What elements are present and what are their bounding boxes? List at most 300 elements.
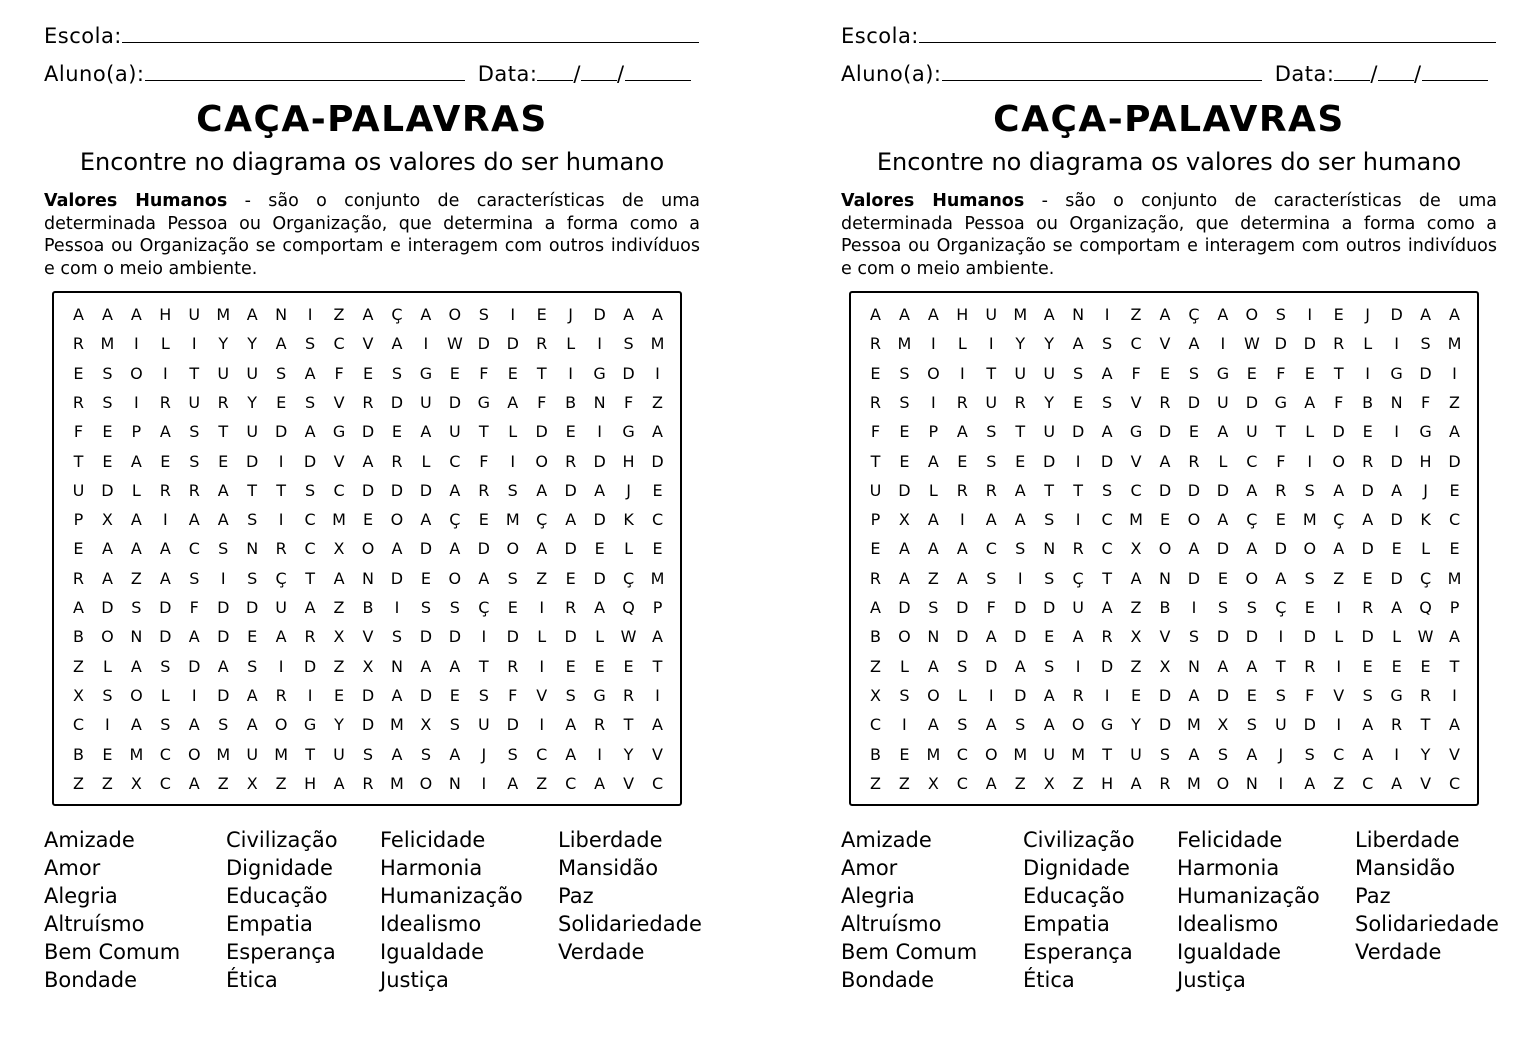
grid-letter[interactable]: Z	[1333, 568, 1345, 588]
grid-letter[interactable]: D	[1100, 656, 1114, 676]
grid-letter[interactable]: A	[594, 480, 606, 500]
grid-letter[interactable]: E	[1015, 451, 1026, 471]
grid-letter[interactable]: C	[1130, 480, 1142, 500]
grid-letter[interactable]: F	[1305, 685, 1315, 705]
grid-letter[interactable]: M	[332, 510, 346, 530]
grid-letter[interactable]: A	[391, 334, 403, 354]
grid-letter[interactable]: P	[870, 510, 881, 530]
grid-letter[interactable]: G	[593, 363, 606, 383]
grid-letter[interactable]: E	[565, 568, 576, 588]
grid-letter[interactable]: A	[869, 305, 881, 325]
grid-letter[interactable]: I	[191, 334, 197, 354]
grid-letter[interactable]: A	[1362, 715, 1374, 735]
grid-letter[interactable]: A	[420, 510, 432, 530]
grid-letter[interactable]: O	[130, 363, 143, 383]
grid-letter[interactable]: E	[623, 656, 634, 676]
grid-letter[interactable]: C	[188, 539, 200, 559]
grid-letter[interactable]: V	[536, 685, 548, 705]
grid-letter[interactable]: O	[187, 744, 201, 764]
grid-letter[interactable]: D	[159, 598, 172, 618]
grid-letter[interactable]: S	[565, 685, 576, 705]
grid-letter[interactable]: R	[536, 334, 548, 354]
grid-letter[interactable]: D	[1216, 480, 1230, 500]
grid-letter[interactable]: S	[1044, 656, 1055, 676]
grid-letter[interactable]: R	[304, 627, 316, 647]
grid-letter[interactable]: D	[101, 598, 114, 618]
grid-letter[interactable]: A	[101, 539, 113, 559]
grid-letter[interactable]: Y	[1420, 744, 1431, 764]
grid-letter[interactable]: B	[1159, 598, 1171, 618]
grid-letter[interactable]: D	[1303, 715, 1316, 735]
grid-letter[interactable]: X	[72, 685, 84, 705]
grid-letter[interactable]: I	[597, 422, 602, 442]
grid-letter[interactable]: T	[247, 480, 258, 500]
grid-letter[interactable]: S	[1420, 334, 1431, 354]
grid-letter[interactable]: T	[1420, 715, 1431, 735]
grid-letter[interactable]: D	[1390, 568, 1403, 588]
grid-letter[interactable]: A	[1014, 510, 1026, 530]
grid-letter[interactable]: L	[957, 334, 967, 354]
grid-letter[interactable]: T	[1073, 480, 1084, 500]
grid-letter[interactable]: A	[1217, 510, 1229, 530]
grid-letter[interactable]: I	[394, 598, 400, 618]
grid-letter[interactable]: A	[391, 744, 403, 764]
grid-letter[interactable]: A	[1159, 451, 1171, 471]
grid-letter[interactable]: S	[1044, 568, 1055, 588]
grid-letter[interactable]: D	[506, 334, 519, 354]
grid-letter[interactable]: T	[1275, 656, 1286, 676]
grid-letter[interactable]: A	[304, 422, 316, 442]
grid-letter[interactable]: U	[985, 305, 998, 325]
grid-letter[interactable]: I	[1336, 715, 1342, 735]
grid-letter[interactable]: U	[1072, 598, 1084, 618]
grid-letter[interactable]: I	[1104, 685, 1110, 705]
grid-letter[interactable]: R	[1304, 656, 1316, 676]
grid-letter[interactable]: I	[931, 393, 936, 413]
escola-line[interactable]	[122, 22, 699, 43]
grid-letter[interactable]: Z	[1072, 773, 1084, 793]
grid-letter[interactable]: A	[420, 422, 432, 442]
grid-letter[interactable]: W	[446, 334, 463, 354]
grid-letter[interactable]: S	[957, 715, 968, 735]
grid-letter[interactable]: D	[1158, 422, 1172, 442]
grid-letter[interactable]: B	[565, 393, 577, 413]
grid-letter[interactable]: A	[927, 715, 939, 735]
grid-letter[interactable]: Z	[333, 656, 345, 676]
grid-letter[interactable]: A	[1391, 480, 1403, 500]
grid-letter[interactable]: O	[1303, 539, 1317, 559]
grid-letter[interactable]: U	[1274, 715, 1287, 735]
grid-letter[interactable]: U	[246, 422, 259, 442]
grid-letter[interactable]: A	[565, 744, 577, 764]
grid-letter[interactable]: D	[303, 656, 317, 676]
grid-letter[interactable]: A	[391, 539, 403, 559]
grid-letter[interactable]: N	[1043, 539, 1056, 559]
grid-letter[interactable]: F	[623, 393, 634, 413]
grid-letter[interactable]: E	[1362, 422, 1373, 442]
grid-letter[interactable]: S	[247, 656, 258, 676]
grid-letter[interactable]: D	[1332, 422, 1345, 442]
grid-letter[interactable]: J	[568, 305, 574, 325]
grid-letter[interactable]: O	[927, 363, 940, 383]
grid-letter[interactable]: W	[1417, 627, 1434, 647]
grid-letter[interactable]: L	[957, 685, 967, 705]
grid-letter[interactable]: O	[448, 305, 462, 325]
grid-letter[interactable]: O	[1332, 451, 1345, 471]
grid-letter[interactable]: S	[276, 363, 287, 383]
grid-letter[interactable]: D	[1014, 598, 1027, 618]
grid-letter[interactable]: I	[278, 451, 284, 471]
grid-letter[interactable]: X	[1130, 627, 1142, 647]
grid-letter[interactable]: M	[1447, 334, 1462, 354]
grid-letter[interactable]: M	[1013, 744, 1028, 764]
grid-letter[interactable]: M	[897, 334, 912, 354]
month-line[interactable]	[581, 60, 617, 81]
grid-letter[interactable]: D	[419, 480, 433, 500]
grid-letter[interactable]: E	[420, 568, 431, 588]
grid-letter[interactable]: I	[134, 393, 139, 413]
grid-letter[interactable]: D	[593, 305, 606, 325]
grid-letter[interactable]: D	[217, 685, 230, 705]
grid-letter[interactable]: I	[902, 715, 907, 735]
grid-letter[interactable]: Z	[1130, 305, 1142, 325]
grid-letter[interactable]: I	[1394, 422, 1399, 442]
grid-letter[interactable]: A	[275, 334, 287, 354]
grid-letter[interactable]: R	[1159, 773, 1171, 793]
grid-letter[interactable]: A	[1246, 744, 1258, 764]
grid-letter[interactable]: S	[899, 393, 910, 413]
grid-letter[interactable]: M	[216, 305, 231, 325]
grid-letter[interactable]: R	[1188, 451, 1200, 471]
grid-letter[interactable]: I	[510, 305, 516, 325]
grid-letter[interactable]: L	[102, 656, 112, 676]
grid-letter[interactable]: R	[869, 568, 882, 588]
grid-letter[interactable]: D	[1158, 685, 1172, 705]
grid-letter[interactable]: R	[1333, 334, 1345, 354]
grid-letter[interactable]: S	[189, 422, 200, 442]
grid-letter[interactable]: M	[390, 773, 404, 793]
grid-letter[interactable]: D	[246, 451, 259, 471]
grid-letter[interactable]: Y	[247, 393, 258, 413]
grid-letter[interactable]: S	[449, 715, 460, 735]
grid-letter[interactable]: D	[1158, 480, 1172, 500]
grid-letter[interactable]: I	[1452, 363, 1457, 383]
grid-letter[interactable]: N	[1245, 773, 1258, 793]
grid-letter[interactable]: M	[650, 334, 665, 354]
grid-letter[interactable]: O	[506, 539, 520, 559]
grid-letter[interactable]: S	[391, 627, 403, 647]
grid-letter[interactable]: R	[159, 480, 171, 500]
grid-letter[interactable]: A	[130, 510, 142, 530]
grid-letter[interactable]: E	[594, 656, 605, 676]
grid-letter[interactable]: D	[477, 539, 490, 559]
grid-letter[interactable]: T	[478, 422, 489, 442]
grid-letter[interactable]: E	[1391, 656, 1402, 676]
grid-letter[interactable]: Z	[1014, 773, 1026, 793]
grid-letter[interactable]: V	[1333, 685, 1345, 705]
grid-letter[interactable]: D	[477, 334, 490, 354]
grid-letter[interactable]: Z	[217, 773, 229, 793]
grid-letter[interactable]: O	[390, 510, 404, 530]
grid-letter[interactable]: M	[274, 744, 289, 764]
grid-letter[interactable]: I	[597, 744, 602, 764]
grid-letter[interactable]: A	[246, 715, 258, 735]
grid-letter[interactable]: E	[1333, 305, 1344, 325]
grid-letter[interactable]: R	[362, 393, 374, 413]
grid-letter[interactable]: R	[1391, 715, 1403, 735]
grid-letter[interactable]: A	[1101, 598, 1113, 618]
grid-letter[interactable]: R	[594, 715, 606, 735]
grid-letter[interactable]: V	[1130, 393, 1142, 413]
grid-letter[interactable]: A	[927, 451, 939, 471]
grid-letter[interactable]: D	[898, 598, 911, 618]
grid-letter[interactable]: X	[333, 627, 345, 647]
grid-letter[interactable]: D	[361, 480, 375, 500]
grid-letter[interactable]: A	[188, 510, 200, 530]
grid-letter[interactable]: D	[448, 393, 462, 413]
grid-letter[interactable]: A	[1101, 363, 1113, 383]
grid-letter[interactable]: E	[1449, 539, 1460, 559]
grid-letter[interactable]: X	[130, 773, 142, 793]
grid-letter[interactable]: D	[390, 568, 404, 588]
grid-letter[interactable]: X	[1217, 715, 1229, 735]
grid-letter[interactable]: D	[1014, 627, 1027, 647]
grid-letter[interactable]: L	[566, 334, 576, 354]
grid-letter[interactable]: C	[72, 715, 85, 735]
grid-letter[interactable]: R	[623, 685, 635, 705]
grid-letter[interactable]: N	[362, 568, 374, 588]
grid-letter[interactable]: Y	[1044, 393, 1055, 413]
grid-letter[interactable]: E	[1217, 568, 1228, 588]
grid-letter[interactable]: N	[593, 393, 606, 413]
aluno-line[interactable]	[942, 60, 1262, 81]
grid-letter[interactable]: G	[1390, 363, 1403, 383]
grid-letter[interactable]: D	[1187, 480, 1201, 500]
grid-letter[interactable]: D	[159, 627, 172, 647]
grid-letter[interactable]: A	[1362, 510, 1374, 530]
grid-letter[interactable]: C	[159, 744, 171, 764]
grid-letter[interactable]: A	[130, 715, 142, 735]
grid-letter[interactable]: O	[898, 627, 911, 647]
grid-letter[interactable]: P	[131, 422, 142, 442]
grid-letter[interactable]: A	[652, 422, 663, 442]
grid-letter[interactable]: O	[448, 568, 462, 588]
grid-letter[interactable]: B	[869, 627, 881, 647]
grid-letter[interactable]: D	[564, 539, 577, 559]
grid-letter[interactable]: E	[276, 393, 287, 413]
grid-letter[interactable]: A	[130, 656, 142, 676]
grid-letter[interactable]: D	[1274, 539, 1287, 559]
grid-letter[interactable]: Z	[898, 773, 910, 793]
grid-letter[interactable]: E	[449, 363, 460, 383]
grid-letter[interactable]: R	[565, 598, 577, 618]
grid-letter[interactable]: S	[420, 744, 431, 764]
grid-letter[interactable]: L	[928, 480, 938, 500]
grid-letter[interactable]: S	[957, 656, 968, 676]
grid-letter[interactable]: O	[1071, 715, 1085, 735]
grid-letter[interactable]: I	[307, 305, 313, 325]
grid-letter[interactable]: X	[927, 773, 939, 793]
grid-letter[interactable]: R	[1159, 393, 1171, 413]
grid-letter[interactable]: M	[1187, 715, 1201, 735]
grid-letter[interactable]: A	[1014, 656, 1026, 676]
grid-letter[interactable]: I	[1307, 451, 1313, 471]
grid-letter[interactable]: I	[1452, 685, 1457, 705]
grid-letter[interactable]: V	[362, 627, 374, 647]
grid-letter[interactable]: E	[362, 510, 374, 530]
grid-letter[interactable]: F	[1276, 363, 1286, 383]
grid-letter[interactable]: Z	[536, 773, 548, 793]
grid-letter[interactable]: A	[1420, 305, 1432, 325]
grid-letter[interactable]: A	[391, 685, 403, 705]
grid-letter[interactable]: A	[1101, 422, 1113, 442]
grid-letter[interactable]: I	[539, 715, 545, 735]
grid-letter[interactable]: A	[333, 568, 345, 588]
grid-letter[interactable]: A	[1391, 773, 1403, 793]
grid-letter[interactable]: S	[102, 363, 113, 383]
grid-letter[interactable]: A	[898, 568, 910, 588]
grid-letter[interactable]: D	[1390, 510, 1403, 530]
grid-letter[interactable]: R	[1014, 393, 1026, 413]
grid-letter[interactable]: C	[1448, 510, 1461, 530]
grid-letter[interactable]: H	[622, 451, 635, 471]
grid-letter[interactable]: C	[651, 510, 664, 530]
grid-letter[interactable]: T	[986, 363, 997, 383]
grid-letter[interactable]: U	[1043, 422, 1056, 442]
grid-letter[interactable]: V	[1449, 744, 1460, 764]
grid-letter[interactable]: A	[565, 715, 577, 735]
grid-letter[interactable]: S	[305, 480, 316, 500]
grid-letter[interactable]: I	[1017, 568, 1023, 588]
grid-letter[interactable]: C	[449, 451, 461, 471]
grid-letter[interactable]: F	[870, 422, 881, 442]
grid-letter[interactable]: A	[159, 568, 171, 588]
grid-letter[interactable]: I	[539, 656, 545, 676]
grid-letter[interactable]: B	[869, 744, 881, 764]
grid-letter[interactable]: N	[275, 305, 288, 325]
grid-letter[interactable]: D	[1187, 393, 1201, 413]
grid-letter[interactable]: E	[594, 539, 605, 559]
grid-letter[interactable]: A	[652, 627, 663, 647]
grid-letter[interactable]: C	[1101, 510, 1113, 530]
grid-letter[interactable]: L	[624, 539, 634, 559]
grid-letter[interactable]: G	[1216, 363, 1230, 383]
grid-letter[interactable]: A	[1043, 715, 1055, 735]
grid-letter[interactable]: E	[536, 305, 547, 325]
grid-letter[interactable]: R	[1420, 685, 1432, 705]
grid-letter[interactable]: D	[419, 627, 433, 647]
grid-letter[interactable]: A	[246, 305, 258, 325]
grid-letter[interactable]: F	[986, 598, 996, 618]
grid-letter[interactable]: A	[985, 715, 997, 735]
escola-line[interactable]	[919, 22, 1496, 43]
grid-letter[interactable]: L	[1363, 334, 1373, 354]
grid-letter[interactable]: E	[160, 451, 171, 471]
grid-letter[interactable]: F	[334, 363, 344, 383]
grid-letter[interactable]: Z	[72, 773, 84, 793]
grid-letter[interactable]: I	[481, 627, 487, 647]
grid-letter[interactable]: D	[1361, 480, 1374, 500]
grid-letter[interactable]: A	[1304, 773, 1316, 793]
grid-letter[interactable]: U	[869, 480, 882, 500]
grid-letter[interactable]: X	[420, 715, 432, 735]
grid-letter[interactable]: T	[218, 422, 229, 442]
grid-letter[interactable]: E	[1246, 363, 1257, 383]
grid-letter[interactable]: U	[1014, 363, 1027, 383]
grid-letter[interactable]: A	[130, 451, 142, 471]
grid-letter[interactable]: A	[1159, 305, 1171, 325]
grid-letter[interactable]: U	[985, 393, 998, 413]
grid-letter[interactable]: S	[1102, 480, 1113, 500]
grid-letter[interactable]: K	[1420, 510, 1431, 530]
grid-letter[interactable]: A	[594, 773, 606, 793]
grid-letter[interactable]: Y	[218, 334, 229, 354]
grid-letter[interactable]: S	[1362, 685, 1373, 705]
grid-letter[interactable]: I	[220, 568, 226, 588]
grid-letter[interactable]: C	[1130, 334, 1142, 354]
grid-letter[interactable]: A	[130, 539, 142, 559]
grid-letter[interactable]: O	[274, 715, 288, 735]
grid-letter[interactable]: F	[508, 685, 518, 705]
grid-letter[interactable]: I	[1075, 510, 1081, 530]
grid-letter[interactable]: D	[1100, 451, 1114, 471]
grid-letter[interactable]: A	[652, 305, 663, 325]
grid-letter[interactable]: C	[985, 539, 997, 559]
grid-letter[interactable]: I	[1394, 744, 1399, 764]
grid-letter[interactable]: X	[333, 539, 345, 559]
grid-letter[interactable]: S	[478, 685, 489, 705]
grid-letter[interactable]: A	[1449, 422, 1460, 442]
grid-letter[interactable]: S	[1217, 744, 1228, 764]
grid-letter[interactable]: C	[869, 715, 882, 735]
grid-letter[interactable]: J	[481, 744, 487, 764]
grid-letter[interactable]: A	[1246, 539, 1258, 559]
grid-letter[interactable]: A	[1449, 627, 1460, 647]
grid-letter[interactable]: E	[565, 656, 576, 676]
grid-letter[interactable]: A	[1043, 685, 1055, 705]
grid-letter[interactable]: S	[899, 685, 910, 705]
grid-letter[interactable]: L	[160, 334, 170, 354]
grid-letter[interactable]: S	[1246, 715, 1257, 735]
grid-letter[interactable]: L	[899, 656, 909, 676]
grid-letter[interactable]: A	[1188, 539, 1200, 559]
grid-letter[interactable]: J	[1278, 744, 1284, 764]
grid-letter[interactable]: A	[898, 539, 910, 559]
grid-letter[interactable]: U	[420, 393, 432, 413]
grid-letter[interactable]: O	[419, 773, 433, 793]
grid-letter[interactable]: A	[927, 656, 939, 676]
grid-letter[interactable]: I	[988, 334, 994, 354]
grid-letter[interactable]: E	[1304, 363, 1315, 383]
grid-letter[interactable]: S	[102, 393, 113, 413]
grid-letter[interactable]: F	[189, 598, 199, 618]
aluno-line[interactable]	[145, 60, 465, 81]
grid-letter[interactable]: C	[565, 773, 577, 793]
grid-letter[interactable]: U	[246, 363, 259, 383]
grid-letter[interactable]: E	[102, 422, 113, 442]
grid-letter[interactable]: A	[449, 744, 461, 764]
grid-letter[interactable]: D	[506, 627, 519, 647]
grid-letter[interactable]: A	[275, 627, 287, 647]
grid-letter[interactable]: Z	[333, 305, 345, 325]
grid-letter[interactable]: R	[159, 393, 171, 413]
grid-letter[interactable]: E	[1044, 627, 1055, 647]
grid-letter[interactable]: A	[956, 539, 968, 559]
grid-letter[interactable]: I	[162, 510, 168, 530]
grid-letter[interactable]: I	[1075, 451, 1081, 471]
grid-letter[interactable]: S	[1188, 363, 1200, 383]
grid-letter[interactable]: F	[1420, 393, 1431, 413]
